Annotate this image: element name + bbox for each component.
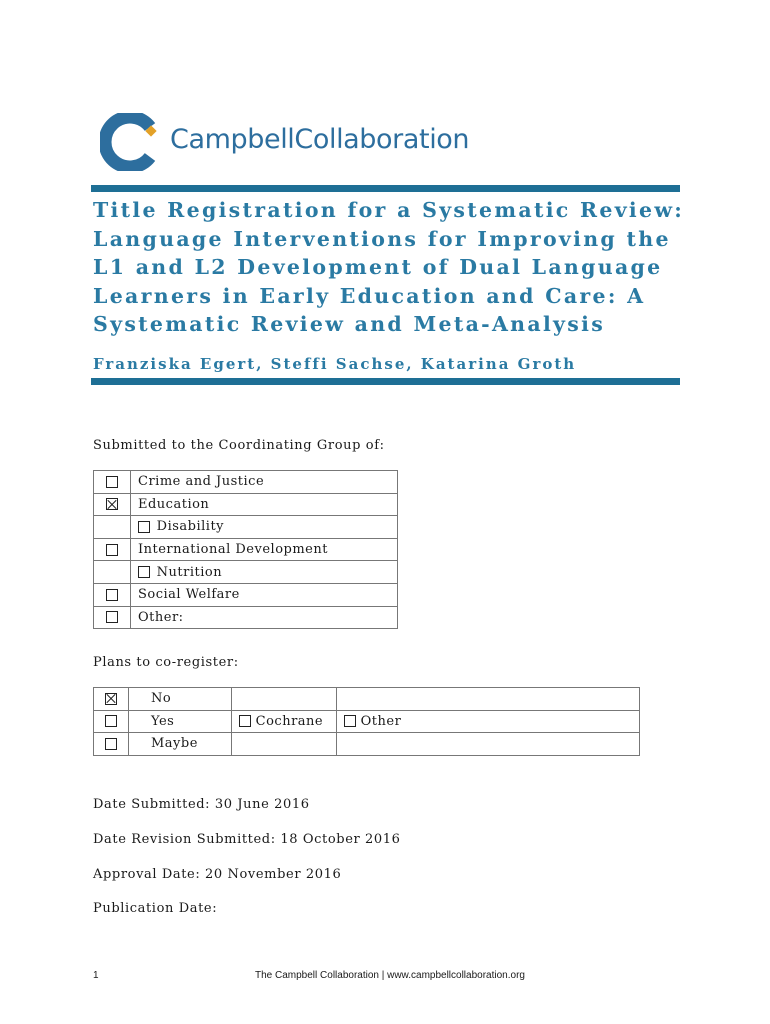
bottom-rule [91, 378, 680, 385]
coregister-label: Plans to co-register: [93, 655, 239, 670]
education-checkbox[interactable] [106, 498, 118, 510]
cochrane-label: Cochrane [255, 713, 324, 729]
top-rule [91, 185, 680, 192]
coordinating-group-label: Submitted to the Coordinating Group of: [93, 438, 385, 453]
other-checkbox[interactable] [106, 611, 118, 623]
table-row [94, 710, 640, 733]
yes-checkbox[interactable] [105, 715, 117, 727]
table-row [94, 606, 398, 629]
page-number: 1 [93, 970, 99, 981]
international-development-checkbox[interactable] [106, 544, 118, 556]
no-checkbox[interactable] [105, 693, 117, 705]
other-group-checkbox[interactable] [344, 715, 356, 727]
page-title: Title Registration for a Systematic Review: Language Interventions for Improving the L1 and L2 Development of Dual Language Learners in Early Education and Care: A Systematic Review and Meta-Analysis [93, 198, 685, 337]
row-label: Other: [131, 606, 398, 629]
table-row [94, 516, 398, 539]
row-label: Crime and Justice [131, 471, 398, 494]
table-row [94, 493, 398, 516]
footer-text: The Campbell Collaboration | www.campbellcollaboration.org [255, 970, 525, 981]
row-label: Social Welfare [131, 583, 398, 606]
option-label: Maybe [129, 733, 232, 756]
row-label: Education [131, 493, 398, 516]
publication-date: Publication Date: [93, 901, 218, 916]
approval-date: Approval Date: 20 November 2016 [93, 867, 342, 882]
option-label: Yes [129, 710, 232, 733]
table-row [94, 583, 398, 606]
logo-text: CampbellCollaboration [170, 124, 470, 155]
coregister-table [93, 687, 640, 756]
coordinating-group-table [93, 470, 398, 629]
maybe-checkbox[interactable] [105, 738, 117, 750]
row-label: Nutrition [156, 564, 223, 580]
other-group-label: Other [360, 713, 402, 729]
campbell-logo-icon [100, 113, 162, 171]
disability-checkbox[interactable] [138, 521, 150, 533]
date-revision-submitted: Date Revision Submitted: 18 October 2016 [93, 832, 401, 847]
cochrane-checkbox[interactable] [239, 715, 251, 727]
row-label: International Development [131, 538, 398, 561]
option-label: No [129, 688, 232, 711]
table-row [94, 538, 398, 561]
crime-justice-checkbox[interactable] [106, 476, 118, 488]
table-row [94, 733, 640, 756]
authors: Franziska Egert, Steffi Sachse, Katarina Groth [93, 355, 577, 373]
table-row [94, 688, 640, 711]
date-submitted: Date Submitted: 30 June 2016 [93, 797, 310, 812]
table-row [94, 561, 398, 584]
row-label: Disability [156, 519, 225, 535]
nutrition-checkbox[interactable] [138, 566, 150, 578]
social-welfare-checkbox[interactable] [106, 589, 118, 601]
table-row [94, 471, 398, 494]
